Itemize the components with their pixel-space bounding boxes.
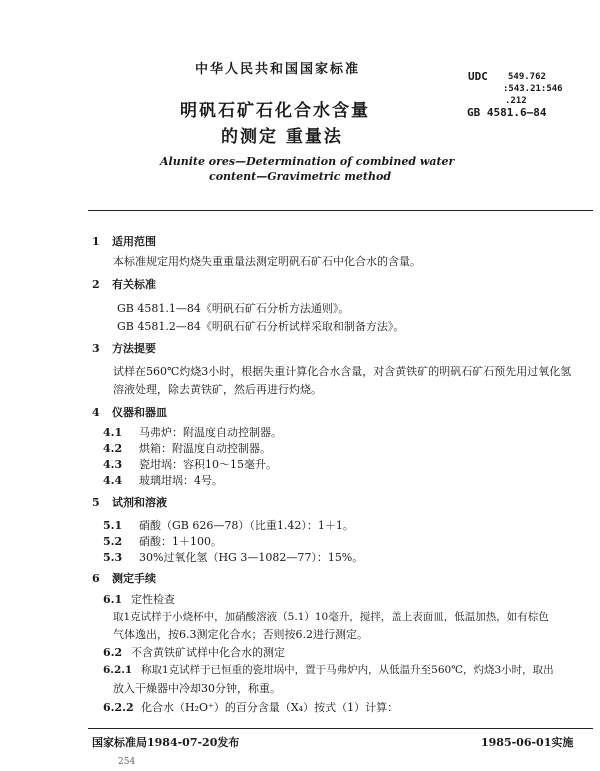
section-1-heading xyxy=(92,233,156,249)
section-number: 3 xyxy=(92,342,100,355)
section-number: 2 xyxy=(92,278,100,291)
section-5-heading xyxy=(92,494,167,510)
reference-1: GB 4581.1—84《明矾石矿石分析方法通则》。 xyxy=(117,302,350,315)
list-item xyxy=(103,424,282,440)
item-text: 硝酸（GB 626—78）（比重1.42）：1＋1。 xyxy=(139,519,354,532)
item-number: 5.3 xyxy=(103,551,123,564)
item-number: 6.2.1 xyxy=(103,664,133,676)
item-text: 称取1克试样于已恒重的瓷坩埚中，置于马弗炉内，从低温升至560℃，灼烧3小时，取出 xyxy=(141,664,554,676)
section-2-heading xyxy=(92,276,156,292)
item-text: 30%过氧化氢（HG 3—1082—77）：15%。 xyxy=(139,551,364,564)
section-3-heading xyxy=(92,340,156,356)
item-number: 4.3 xyxy=(103,458,123,471)
section-number: 6 xyxy=(92,572,100,585)
section-1-text: 本标准规定用灼烧失重重量法测定明矾石矿石中化合水的含量。 xyxy=(113,255,421,268)
standard-type-header: 中华人民共和国国家标准 xyxy=(195,62,361,77)
title-cn-line1: 明矾石矿石化合水含量 xyxy=(180,101,370,121)
title-en-line2: content—Gravimetric method xyxy=(209,170,392,183)
item-number: 4.4 xyxy=(103,474,123,487)
udc-code-line3: .212 xyxy=(505,96,527,106)
section-title: 测定手续 xyxy=(112,572,156,585)
subsection-6-2-2 xyxy=(103,699,398,715)
item-text: 玻璃坩埚：4号。 xyxy=(139,474,223,487)
reference-2: GB 4581.2—84《明矾石矿石分析试样采取和制备方法》。 xyxy=(117,320,405,333)
footer-divider xyxy=(88,728,593,729)
subsection-title: 定性检查 xyxy=(131,593,175,606)
subsection-6-2-heading xyxy=(103,644,285,660)
udc-code-line2: :543.21:546 xyxy=(503,84,563,94)
section-number: 1 xyxy=(92,235,100,248)
item-text: 烘箱：附温度自动控制器。 xyxy=(139,442,271,455)
item-number: 6.1 xyxy=(103,593,123,606)
item-number: 4.2 xyxy=(103,442,123,455)
issued-date: 国家标准局1984-07-20发布 xyxy=(92,736,240,749)
item-text: 硝酸：1＋100。 xyxy=(139,535,222,548)
section-title: 适用范围 xyxy=(112,235,156,248)
list-item xyxy=(103,456,277,472)
page-number: 254 xyxy=(118,757,136,767)
udc-code-line1: 549.762 xyxy=(508,72,546,82)
section-3-text-line2: 溶液处理，除去黄铁矿，然后再进行灼烧。 xyxy=(113,383,322,396)
item-number: 6.2.2 xyxy=(103,701,134,714)
subsection-6-2-1-text-line2: 放入干燥器中冷却30分钟，称重。 xyxy=(113,682,281,695)
item-number: 4.1 xyxy=(103,426,123,439)
list-item xyxy=(103,472,223,488)
list-item xyxy=(103,517,354,533)
section-3-text-line1: 试样在560℃灼烧3小时，根据失重计算化合水含量，对含黄铁矿的明矾石矿石预先用过氧化氢 xyxy=(113,365,572,378)
item-text: 马弗炉：附温度自动控制器。 xyxy=(139,426,282,439)
title-en-line1: Alunite ores—Determination of combined water xyxy=(160,155,455,168)
list-item xyxy=(103,549,363,565)
subsection-6-1-text-line2: 气体逸出，按6.3测定化合水；否则按6.2进行测定。 xyxy=(113,628,368,641)
subsection-6-1-text-line1: 取1克试样于小烧杯中，加硝酸溶液（5.1）10毫升，搅拌，盖上表面皿，低温加热，如有棕色 xyxy=(113,611,549,623)
section-number: 4 xyxy=(92,406,100,419)
list-item xyxy=(103,533,222,549)
list-item xyxy=(103,440,271,456)
section-4-heading xyxy=(92,404,167,420)
section-number: 5 xyxy=(92,496,100,509)
item-text: 化合水（H₂O⁺）的百分含量（X₄）按式（1）计算： xyxy=(141,701,399,714)
effective-date: 1985-06-01实施 xyxy=(481,736,574,749)
title-cn-line2: 的测定 重量法 xyxy=(221,127,343,147)
section-title: 仪器和器皿 xyxy=(112,406,167,419)
section-6-heading xyxy=(92,570,156,586)
item-text: 瓷坩埚：容积10～15毫升。 xyxy=(139,458,277,471)
item-number: 6.2 xyxy=(103,646,123,659)
subsection-title: 不含黄铁矿试样中化合水的测定 xyxy=(131,646,285,659)
section-title: 方法提要 xyxy=(112,342,156,355)
udc-label: UDC xyxy=(468,70,488,83)
item-number: 5.1 xyxy=(103,519,123,532)
item-number: 5.2 xyxy=(103,535,123,548)
subsection-6-2-1 xyxy=(103,662,554,677)
gb-code: GB 4581.6—84 xyxy=(467,106,547,119)
section-title: 有关标准 xyxy=(112,278,156,291)
section-title: 试剂和溶液 xyxy=(112,496,167,509)
header-divider xyxy=(88,210,593,211)
subsection-6-1-heading xyxy=(103,591,175,607)
